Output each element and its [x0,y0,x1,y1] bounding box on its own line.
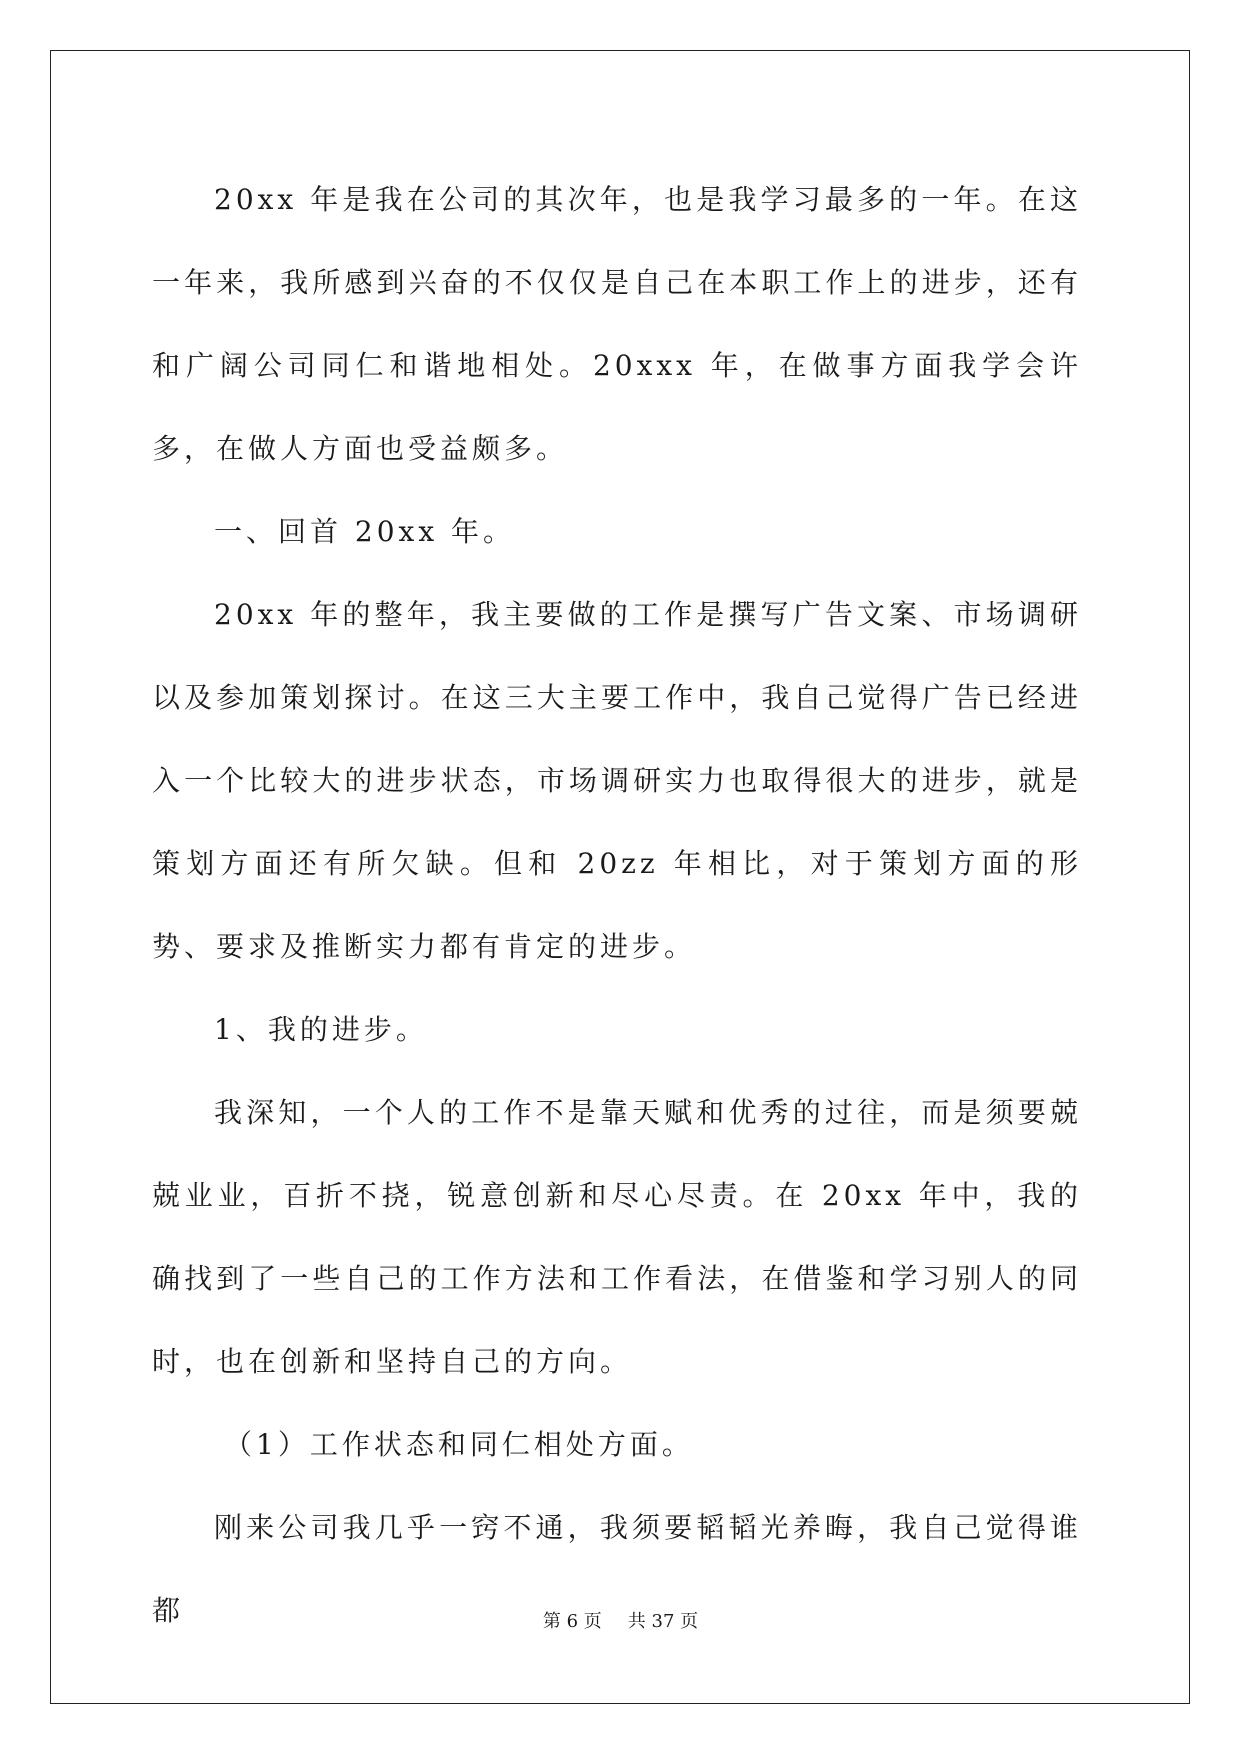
page-footer [0,1610,1241,1634]
document-body [152,158,1082,1652]
paragraph-work-status: 刚来公司我几乎一窍不通，我须要韬韬光养晦，我自己觉得谁都 [152,1511,1082,1627]
page-number: 第 6 页 [542,1611,602,1632]
page-total: 共 37 页 [627,1611,699,1632]
paragraph-intro: 20xx 年是我在公司的其次年，也是我学习最多的一年。在这一年来，我所感到兴奋的不仅仅是自己在本职工作上的进步，还有和广阔公司同仁和谐地相处。20xxx 年，在做事方面我学会许多，在做人方面也受益颇多。 [152,183,1082,465]
paragraph-progress: 我深知，一个人的工作不是靠天赋和优秀的过往，而是须要兢兢业业，百折不挠，锐意创新和尽心尽责。在 20xx 年中，我的确找到了一些自己的工作方法和工作看法，在借鉴和学习别人的同时，也在创新和坚持自己的方向。 [152,1096,1082,1378]
heading-progress: 1、我的进步。 [214,1013,428,1046]
paragraph-work-summary: 20xx 年的整年，我主要做的工作是撰写广告文案、市场调研以及参加策划探讨。在这三大主要工作中，我自己觉得广告已经进入一个比较大的进步状态，市场调研实力也取得很大的进步，就是策划方面还有所欠缺。但和 20zz 年相比，对于策划方面的形势、要求及推断实力都有肯定的进步。 [152,598,1082,963]
subheading-work-status: （1）工作状态和同仁相处方面。 [224,1428,694,1461]
heading-review: 一、回首 20xx 年。 [214,515,516,548]
